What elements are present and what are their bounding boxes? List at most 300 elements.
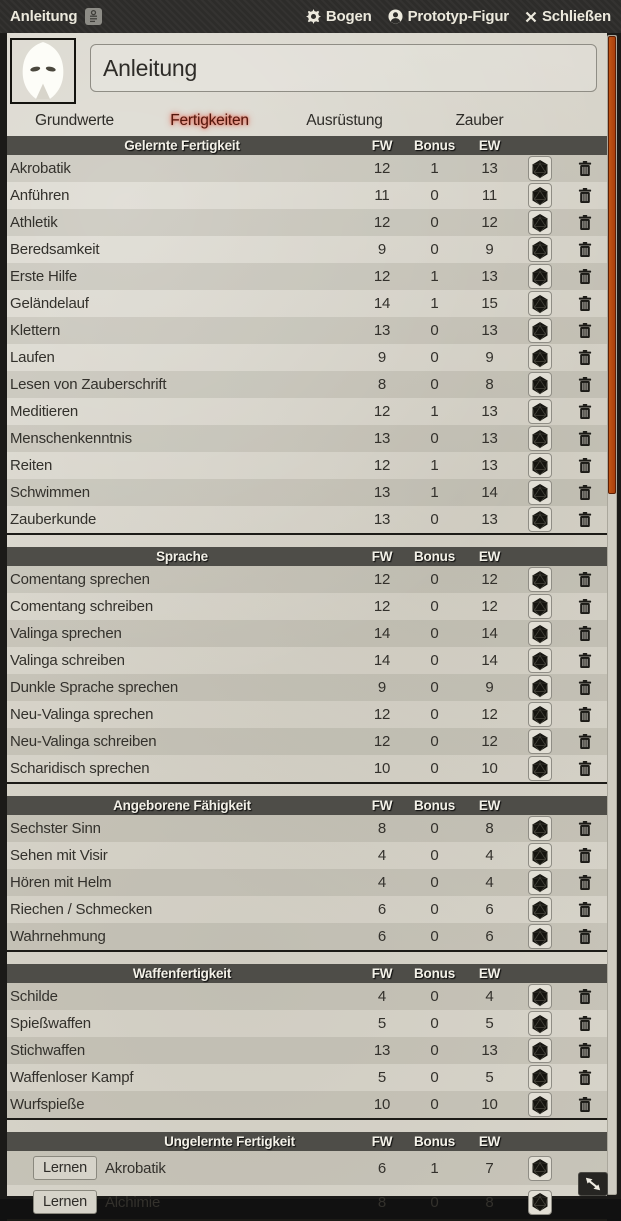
roll-die-button[interactable] — [528, 480, 552, 505]
trash-icon — [578, 457, 592, 474]
delete-skill-button[interactable] — [578, 733, 592, 750]
skill-ew-value: 12 — [481, 598, 498, 615]
roll-die-button[interactable] — [528, 1092, 552, 1117]
section-title: Ungelernte Fertigkeit — [164, 1134, 295, 1149]
titlebar — [0, 0, 621, 33]
learn-button[interactable]: Lernen — [33, 1156, 97, 1180]
column-header-fw: FW — [371, 549, 393, 564]
skill-row — [7, 674, 607, 701]
skill-row — [7, 983, 607, 1010]
skill-row — [7, 815, 607, 842]
roll-die-button[interactable] — [528, 870, 552, 895]
roll-die-button[interactable] — [528, 984, 552, 1009]
skill-name: Spießwaffen — [10, 1015, 91, 1032]
delete-skill-button[interactable] — [578, 376, 592, 393]
delete-skill-button[interactable] — [578, 322, 592, 339]
menu-item-figure[interactable] — [388, 8, 509, 25]
skill-name: Valinga sprechen — [10, 625, 122, 642]
d20-die-icon — [531, 267, 549, 287]
skill-bonus-value: 0 — [430, 430, 439, 447]
roll-die-button[interactable] — [528, 426, 552, 451]
roll-die-button[interactable] — [528, 264, 552, 289]
skill-name: Sechster Sinn — [10, 820, 101, 837]
delete-skill-button[interactable] — [578, 484, 592, 501]
skill-bonus-value: 0 — [430, 571, 439, 588]
d20-die-icon — [531, 186, 549, 206]
delete-skill-button[interactable] — [578, 874, 592, 891]
section-title: Waffenfertigkeit — [132, 966, 232, 981]
roll-die-button[interactable] — [528, 897, 552, 922]
trash-icon — [578, 322, 592, 339]
skill-row — [7, 155, 607, 182]
skill-row — [7, 896, 607, 923]
delete-skill-button[interactable] — [578, 241, 592, 258]
roll-die-button[interactable] — [528, 1011, 552, 1036]
skill-fw-value: 12 — [373, 268, 391, 285]
delete-skill-button[interactable] — [578, 928, 592, 945]
roll-die-button[interactable] — [528, 156, 552, 181]
titlebar-menu — [306, 8, 611, 25]
section-rows — [7, 1151, 607, 1219]
skill-ew-value: 4 — [485, 874, 494, 891]
skill-fw-value: 12 — [373, 598, 391, 615]
skill-fw-value: 13 — [373, 1042, 391, 1059]
skill-fw-value: 10 — [373, 760, 391, 777]
skill-section — [7, 1132, 607, 1221]
skill-bonus-value: 0 — [430, 847, 439, 864]
skill-row — [7, 479, 607, 506]
tab-grundwerte[interactable]: Grundwerte — [35, 112, 114, 129]
d20-die-icon — [531, 429, 549, 449]
skill-name: Dunkle Sprache sprechen — [10, 679, 179, 696]
roll-die-button[interactable] — [528, 291, 552, 316]
d20-die-icon — [531, 159, 549, 179]
skill-name: Neu-Valinga schreiben — [10, 733, 157, 750]
sheet-content — [7, 33, 607, 1211]
skill-bonus-value: 0 — [430, 511, 439, 528]
roll-die-button[interactable] — [528, 1190, 552, 1215]
delete-skill-button[interactable] — [578, 1096, 592, 1113]
skill-row — [7, 701, 607, 728]
skill-fw-value: 8 — [377, 820, 387, 837]
roll-die-button[interactable] — [528, 675, 552, 700]
skill-section — [7, 547, 607, 784]
trash-icon — [578, 484, 592, 501]
skill-name: Valinga schreiben — [10, 652, 125, 669]
skill-row — [7, 620, 607, 647]
delete-skill-button[interactable] — [578, 652, 592, 669]
delete-skill-button[interactable] — [578, 160, 592, 177]
skill-bonus-value: 0 — [430, 901, 439, 918]
skill-name: Stichwaffen — [10, 1042, 86, 1059]
skill-ew-value: 13 — [481, 403, 498, 420]
d20-die-icon — [531, 1068, 549, 1088]
skill-ew-value: 4 — [485, 847, 494, 864]
trash-icon — [578, 430, 592, 447]
delete-skill-button[interactable] — [578, 760, 592, 777]
skill-row — [7, 317, 607, 344]
roll-die-button[interactable] — [528, 372, 552, 397]
column-header-fw: FW — [371, 798, 393, 813]
column-header-bonus: Bonus — [414, 966, 455, 981]
skill-name: Schwimmen — [10, 484, 90, 501]
trash-icon — [578, 214, 592, 231]
skill-name: Erste Hilfe — [10, 268, 77, 285]
skill-ew-value: 15 — [481, 295, 498, 312]
skill-fw-value: 4 — [377, 874, 387, 891]
resize-handle-button[interactable] — [578, 1172, 608, 1196]
trash-icon — [578, 1015, 592, 1032]
skill-bonus-value: 0 — [430, 214, 439, 231]
section-title: Angeborene Fähigkeit — [113, 798, 251, 813]
skill-row — [7, 566, 607, 593]
skill-row — [7, 182, 607, 209]
delete-skill-button[interactable] — [578, 1069, 592, 1086]
trash-icon — [578, 241, 592, 258]
trash-icon — [578, 1042, 592, 1059]
roll-die-button[interactable] — [528, 318, 552, 343]
skill-bonus-value: 0 — [430, 376, 439, 393]
d20-die-icon — [531, 1095, 549, 1115]
skill-fw-value: 13 — [373, 322, 391, 339]
skill-fw-value: 13 — [373, 484, 391, 501]
skill-bonus-value: 1 — [430, 1159, 439, 1177]
d20-die-icon — [531, 678, 549, 698]
tab-bar — [7, 110, 547, 132]
delete-skill-button[interactable] — [578, 1015, 592, 1032]
delete-skill-button[interactable] — [578, 268, 592, 285]
skill-name: Lesen von Zauberschrift — [10, 376, 167, 393]
d20-die-icon — [531, 1014, 549, 1034]
d20-die-icon — [531, 927, 549, 947]
skill-bonus-value: 0 — [430, 988, 439, 1005]
skill-fw-value: 4 — [377, 988, 387, 1005]
d20-die-icon — [531, 651, 549, 671]
delete-skill-button[interactable] — [578, 430, 592, 447]
delete-skill-button[interactable] — [578, 988, 592, 1005]
skill-row — [7, 263, 607, 290]
d20-die-icon — [531, 900, 549, 920]
section-rows — [7, 815, 607, 950]
skill-row — [7, 869, 607, 896]
skill-row — [7, 506, 607, 533]
scroll-icon — [88, 10, 99, 23]
delete-skill-button[interactable] — [578, 901, 592, 918]
d20-die-icon — [531, 732, 549, 752]
titlebar-left — [10, 8, 102, 25]
skill-ew-value: 5 — [485, 1015, 494, 1032]
skill-ew-value: 9 — [485, 679, 494, 696]
trash-icon — [578, 403, 592, 420]
skill-bonus-value: 0 — [430, 1042, 439, 1059]
skill-bonus-value: 0 — [430, 760, 439, 777]
delete-skill-button[interactable] — [578, 820, 592, 837]
close-icon — [525, 11, 537, 23]
skill-bonus-value: 0 — [430, 928, 439, 945]
skill-bonus-value: 0 — [430, 187, 439, 204]
skill-ew-value: 12 — [481, 733, 498, 750]
trash-icon — [578, 511, 592, 528]
skill-name: Anführen — [10, 187, 70, 204]
d20-die-icon — [531, 1041, 549, 1061]
roll-die-button[interactable] — [528, 567, 552, 592]
skill-fw-value: 4 — [377, 847, 387, 864]
roll-die-button[interactable] — [528, 399, 552, 424]
scrollbar-track[interactable] — [607, 35, 617, 1195]
skill-ew-value: 8 — [485, 376, 494, 393]
skill-fw-value: 9 — [377, 241, 387, 258]
tab-ausrüstung[interactable]: Ausrüstung — [306, 112, 383, 129]
section-header — [7, 964, 607, 983]
tab-fertigkeiten[interactable]: Fertigkeiten — [170, 112, 249, 129]
roll-die-button[interactable] — [528, 237, 552, 262]
skill-row — [7, 344, 607, 371]
skill-name: Comentang schreiben — [10, 598, 153, 615]
skill-row — [7, 209, 607, 236]
skill-fw-value: 12 — [373, 214, 391, 231]
d20-die-icon — [531, 321, 549, 341]
section-header — [7, 796, 607, 815]
skill-bonus-value: 0 — [430, 706, 439, 723]
skill-fw-value: 12 — [373, 571, 391, 588]
trash-icon — [578, 733, 592, 750]
skill-bonus-value: 1 — [430, 268, 439, 285]
skill-bonus-value: 0 — [430, 820, 439, 837]
delete-skill-button[interactable] — [578, 295, 592, 312]
skill-ew-value: 9 — [485, 241, 494, 258]
skill-section — [7, 964, 607, 1120]
roll-die-button[interactable] — [528, 1038, 552, 1063]
trash-icon — [578, 874, 592, 891]
skill-fw-value: 13 — [373, 511, 391, 528]
skill-row — [7, 923, 607, 950]
trash-icon — [578, 847, 592, 864]
skill-fw-value: 5 — [377, 1069, 387, 1086]
character-name-input[interactable] — [90, 44, 597, 92]
roll-die-button[interactable] — [528, 924, 552, 949]
skill-ew-value: 13 — [481, 268, 498, 285]
delete-skill-button[interactable] — [578, 1042, 592, 1059]
skill-bonus-value: 1 — [430, 403, 439, 420]
skill-bonus-value: 0 — [430, 1193, 439, 1211]
menu-item-close[interactable] — [525, 8, 611, 25]
d20-die-icon — [531, 570, 549, 590]
skill-bonus-value: 1 — [430, 457, 439, 474]
skill-fw-value: 12 — [373, 706, 391, 723]
menu-item-label: Prototyp-Figur — [407, 8, 509, 25]
skill-fw-value: 9 — [377, 349, 387, 366]
trash-icon — [578, 652, 592, 669]
roll-die-button[interactable] — [528, 702, 552, 727]
user-icon — [388, 9, 403, 24]
d20-die-icon — [531, 597, 549, 617]
skill-name: Meditieren — [10, 403, 79, 420]
roll-die-button[interactable] — [528, 1156, 552, 1181]
learn-button[interactable]: Lernen — [33, 1190, 97, 1214]
roll-die-button[interactable] — [528, 183, 552, 208]
skill-name: Akrobatik — [10, 160, 71, 177]
skill-ew-value: 13 — [481, 457, 498, 474]
roll-die-button[interactable] — [528, 210, 552, 235]
skill-name: Reiten — [10, 457, 53, 474]
skill-ew-value: 12 — [481, 571, 498, 588]
scrollbar-thumb[interactable] — [608, 36, 616, 494]
roll-die-button[interactable] — [528, 816, 552, 841]
skill-ew-value: 14 — [481, 484, 498, 501]
d20-die-icon — [531, 510, 549, 530]
delete-skill-button[interactable] — [578, 349, 592, 366]
skill-ew-value: 13 — [481, 511, 498, 528]
section-header — [7, 547, 607, 566]
delete-skill-button[interactable] — [578, 679, 592, 696]
roll-die-button[interactable] — [528, 594, 552, 619]
d20-die-icon — [531, 987, 549, 1007]
diagonal-resize-icon — [583, 1176, 603, 1192]
roll-die-button[interactable] — [528, 756, 552, 781]
trash-icon — [578, 598, 592, 615]
trash-icon — [578, 1096, 592, 1113]
unlearned-skill-row — [7, 1151, 607, 1185]
trash-icon — [578, 268, 592, 285]
skill-name: Menschenkenntnis — [10, 430, 132, 447]
delete-skill-button[interactable] — [578, 847, 592, 864]
skill-fw-value: 12 — [373, 403, 391, 420]
d20-die-icon — [531, 1158, 549, 1178]
skill-fw-value: 6 — [377, 1159, 387, 1177]
roll-die-button[interactable] — [528, 729, 552, 754]
column-header-bonus: Bonus — [414, 549, 455, 564]
skill-fw-value: 12 — [373, 160, 391, 177]
section-title: Sprache — [156, 549, 208, 564]
delete-skill-button[interactable] — [578, 457, 592, 474]
skill-name: Athletik — [10, 214, 58, 231]
skill-name: Beredsamkeit — [10, 241, 100, 258]
d20-die-icon — [531, 213, 549, 233]
skill-section — [7, 796, 607, 952]
trash-icon — [578, 679, 592, 696]
roll-die-button[interactable] — [528, 453, 552, 478]
skill-fw-value: 9 — [377, 679, 387, 696]
d20-die-icon — [531, 873, 549, 893]
skill-bonus-value: 1 — [430, 295, 439, 312]
delete-skill-button[interactable] — [578, 511, 592, 528]
skill-name: Comentang sprechen — [10, 571, 150, 588]
skill-row — [7, 1091, 607, 1118]
d20-die-icon — [531, 1192, 549, 1212]
delete-skill-button[interactable] — [578, 706, 592, 723]
section-header — [7, 1132, 607, 1151]
d20-die-icon — [531, 294, 549, 314]
sheet-badge-icon — [85, 8, 102, 25]
skill-fw-value: 14 — [373, 295, 391, 312]
skill-name: Zauberkunde — [10, 511, 97, 528]
roll-die-button[interactable] — [528, 507, 552, 532]
delete-skill-button[interactable] — [578, 187, 592, 204]
skill-name: Neu-Valinga sprechen — [10, 706, 154, 723]
delete-skill-button[interactable] — [578, 598, 592, 615]
skill-name: Laufen — [10, 349, 55, 366]
column-header-bonus: Bonus — [414, 138, 455, 153]
skill-fw-value: 8 — [377, 376, 387, 393]
delete-skill-button[interactable] — [578, 214, 592, 231]
d20-die-icon — [531, 402, 549, 422]
d20-die-icon — [531, 375, 549, 395]
d20-die-icon — [531, 705, 549, 725]
skill-bonus-value: 0 — [430, 679, 439, 696]
d20-die-icon — [531, 624, 549, 644]
delete-skill-button[interactable] — [578, 571, 592, 588]
sections — [7, 136, 607, 1221]
skill-fw-value: 5 — [377, 1015, 387, 1032]
skill-ew-value: 8 — [485, 820, 494, 837]
roll-die-button[interactable] — [528, 843, 552, 868]
hooded-figure-icon — [12, 40, 74, 102]
skill-fw-value: 8 — [377, 1193, 387, 1211]
skill-bonus-value: 1 — [430, 484, 439, 501]
skill-name: Hören mit Helm — [10, 874, 112, 891]
delete-skill-button[interactable] — [578, 625, 592, 642]
trash-icon — [578, 1069, 592, 1086]
section-rows — [7, 983, 607, 1118]
column-header-bonus: Bonus — [414, 798, 455, 813]
d20-die-icon — [531, 483, 549, 503]
trash-icon — [578, 928, 592, 945]
skill-ew-value: 4 — [485, 988, 494, 1005]
column-header-fw: FW — [371, 966, 393, 981]
d20-die-icon — [531, 846, 549, 866]
menu-item-bogen[interactable] — [306, 8, 372, 25]
skill-name: Wurfspieße — [10, 1096, 85, 1113]
skill-bonus-value: 1 — [430, 160, 439, 177]
trash-icon — [578, 988, 592, 1005]
roll-die-button[interactable] — [528, 345, 552, 370]
skill-bonus-value: 0 — [430, 598, 439, 615]
roll-die-button[interactable] — [528, 1065, 552, 1090]
skill-name: Akrobatik — [105, 1159, 166, 1177]
skill-row — [7, 236, 607, 263]
roll-die-button[interactable] — [528, 621, 552, 646]
skill-bonus-value: 0 — [430, 1069, 439, 1086]
gear-icon — [306, 9, 321, 24]
skill-ew-value: 8 — [485, 1193, 494, 1211]
section-header — [7, 136, 607, 155]
roll-die-button[interactable] — [528, 648, 552, 673]
skill-row — [7, 425, 607, 452]
skill-row — [7, 1010, 607, 1037]
skill-name: Geländelauf — [10, 295, 89, 312]
skill-ew-value: 6 — [485, 928, 494, 945]
column-header-ew: EW — [478, 138, 501, 153]
skill-name: Alchimie — [105, 1193, 161, 1211]
column-header-ew: EW — [478, 966, 501, 981]
skill-bonus-value: 0 — [430, 1015, 439, 1032]
skill-row — [7, 1037, 607, 1064]
window-title: Anleitung — [10, 8, 78, 25]
skill-ew-value: 13 — [481, 430, 498, 447]
delete-skill-button[interactable] — [578, 403, 592, 420]
section-title: Gelernte Fertigkeit — [124, 138, 240, 153]
skill-name: Schilde — [10, 988, 58, 1005]
skill-fw-value: 13 — [373, 430, 391, 447]
tab-zauber[interactable]: Zauber — [455, 112, 504, 129]
column-header-ew: EW — [478, 798, 501, 813]
d20-die-icon — [531, 759, 549, 779]
avatar[interactable] — [10, 38, 76, 104]
menu-item-label: Schließen — [541, 8, 611, 25]
trash-icon — [578, 760, 592, 777]
skill-ew-value: 13 — [481, 160, 498, 177]
skill-bonus-value: 0 — [430, 349, 439, 366]
